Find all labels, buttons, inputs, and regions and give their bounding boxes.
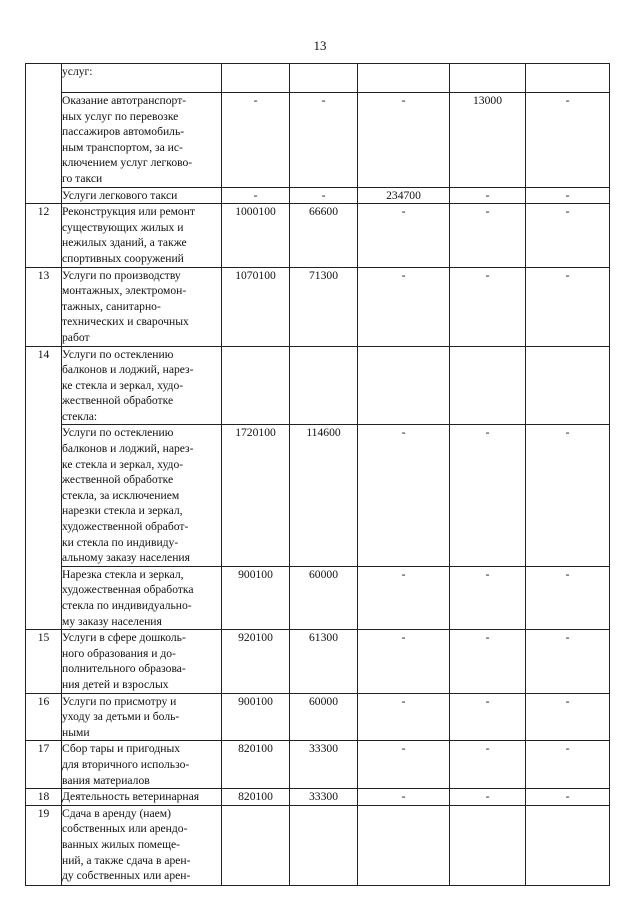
- value-cell-v4: -: [450, 204, 526, 267]
- value-cell-v4: 13000: [450, 93, 526, 188]
- value-cell-v2: -: [290, 93, 358, 188]
- row-number-cell: 18: [26, 789, 62, 806]
- activity-name-cell: Деятельность ветеринарная: [62, 789, 222, 806]
- activity-name-cell: Сбор тары и пригодных для вторичного использо- вания материалов: [62, 741, 222, 789]
- value-cell-v3: -: [358, 566, 450, 629]
- value-cell-v1: [222, 805, 290, 885]
- table-row: [26, 693, 610, 741]
- value-cell-v4: -: [450, 630, 526, 693]
- value-cell-v5: [526, 346, 610, 425]
- table-row: [26, 187, 610, 204]
- activity-name-cell: Услуги в сфере дошколь- ного образования и до- полнительного образова- ния детей и взрослых: [62, 630, 222, 693]
- value-cell-v5: -: [526, 204, 610, 267]
- row-number-cell: 17: [26, 741, 62, 789]
- activity-name-cell: Оказание автотранспорт- ных услуг по перевозке пассажиров автомобиль- ным транспортом, за ис- ключением услуг легково- го такси: [62, 93, 222, 188]
- value-cell-v4: [450, 805, 526, 885]
- table-row: [26, 741, 610, 789]
- value-cell-v3: [358, 64, 450, 93]
- value-cell-v3: -: [358, 204, 450, 267]
- value-cell-v4: -: [450, 693, 526, 741]
- value-cell-v5: -: [526, 630, 610, 693]
- value-cell-v5: -: [526, 93, 610, 188]
- value-cell-v2: 33300: [290, 741, 358, 789]
- page-number: 13: [313, 38, 327, 53]
- value-cell-v5: -: [526, 187, 610, 204]
- value-cell-v3: [358, 346, 450, 425]
- value-cell-v1: [222, 64, 290, 93]
- value-cell-v3: -: [358, 267, 450, 346]
- table-row: [26, 805, 610, 885]
- activity-name-cell: Услуги по присмотру и уходу за детьми и боль- ными: [62, 693, 222, 741]
- value-cell-v5: -: [526, 425, 610, 566]
- table-body: [26, 64, 610, 886]
- value-cell-v4: -: [450, 789, 526, 806]
- value-cell-v3: -: [358, 741, 450, 789]
- value-cell-v1: 1720100: [222, 425, 290, 566]
- value-cell-v2: [290, 805, 358, 885]
- value-cell-v4: [450, 346, 526, 425]
- value-cell-v2: 60000: [290, 566, 358, 629]
- value-cell-v3: -: [358, 425, 450, 566]
- value-cell-v1: -: [222, 187, 290, 204]
- activity-name-cell: Услуги по остеклению балконов и лоджий, нарез- ке стекла и зеркал, худо- жественной обработке стекла:: [62, 346, 222, 425]
- row-number-cell: 12: [26, 204, 62, 267]
- value-cell-v4: -: [450, 267, 526, 346]
- value-cell-v1: 820100: [222, 741, 290, 789]
- table-row: [26, 346, 610, 425]
- value-cell-v1: 920100: [222, 630, 290, 693]
- value-cell-v2: [290, 346, 358, 425]
- row-number-cell: 16: [26, 693, 62, 741]
- value-cell-v2: 33300: [290, 789, 358, 806]
- value-cell-v3: -: [358, 93, 450, 188]
- table-row: [26, 425, 610, 566]
- value-cell-v3: 234700: [358, 187, 450, 204]
- activity-name-cell: услуг:: [62, 64, 222, 93]
- value-cell-v1: 820100: [222, 789, 290, 806]
- value-cell-v4: -: [450, 187, 526, 204]
- value-cell-v5: [526, 64, 610, 93]
- activity-name-cell: Нарезка стекла и зеркал, художественная обработка стекла по индивидуально- му заказу населения: [62, 566, 222, 629]
- value-cell-v4: [450, 64, 526, 93]
- activity-name-cell: Услуги легкового такси: [62, 187, 222, 204]
- value-cell-v5: -: [526, 741, 610, 789]
- table-row: [26, 204, 610, 267]
- value-cell-v2: 66600: [290, 204, 358, 267]
- value-cell-v2: 61300: [290, 630, 358, 693]
- value-cell-v5: -: [526, 566, 610, 629]
- row-number-cell: [26, 64, 62, 204]
- row-number-cell: 19: [26, 805, 62, 885]
- value-cell-v2: 60000: [290, 693, 358, 741]
- value-cell-v3: -: [358, 630, 450, 693]
- table-row: [26, 64, 610, 93]
- value-cell-v5: -: [526, 267, 610, 346]
- table-row: [26, 566, 610, 629]
- value-cell-v3: [358, 805, 450, 885]
- table-row: [26, 789, 610, 806]
- value-cell-v3: -: [358, 789, 450, 806]
- row-number-cell: 13: [26, 267, 62, 346]
- value-cell-v2: [290, 64, 358, 93]
- value-cell-v1: 1000100: [222, 204, 290, 267]
- value-cell-v1: 1070100: [222, 267, 290, 346]
- value-cell-v4: -: [450, 425, 526, 566]
- value-cell-v5: -: [526, 693, 610, 741]
- value-cell-v5: -: [526, 789, 610, 806]
- value-cell-v2: 114600: [290, 425, 358, 566]
- value-cell-v5: [526, 805, 610, 885]
- row-number-cell: 15: [26, 630, 62, 693]
- table-row: [26, 267, 610, 346]
- value-cell-v2: 71300: [290, 267, 358, 346]
- value-cell-v1: 900100: [222, 566, 290, 629]
- activity-name-cell: Реконструкция или ремонт существующих жилых и нежилых зданий, а также спортивных сооружений: [62, 204, 222, 267]
- activity-name-cell: Услуги по остеклению балконов и лоджий, нарез- ке стекла и зеркал, худо- жественной обработке стекла, за исключением нарезки стекла и зеркал, художественной обработ- ки стекла по индивиду- альному заказу населения: [62, 425, 222, 566]
- activity-name-cell: Услуги по производству монтажных, электромон- тажных, санитарно- технических и сварочных работ: [62, 267, 222, 346]
- value-cell-v4: -: [450, 741, 526, 789]
- activity-name-cell: Сдача в аренду (наем) собственных или арендо- ванных жилых помеще- ний, а также сдача в арен- ду собственных или арен-: [62, 805, 222, 885]
- row-number-cell: 14: [26, 346, 62, 630]
- value-cell-v2: -: [290, 187, 358, 204]
- table-row: [26, 630, 610, 693]
- value-cell-v4: -: [450, 566, 526, 629]
- value-cell-v1: [222, 346, 290, 425]
- tax-rates-table: [25, 63, 610, 886]
- value-cell-v1: -: [222, 93, 290, 188]
- value-cell-v1: 900100: [222, 693, 290, 741]
- value-cell-v3: -: [358, 693, 450, 741]
- table-row: [26, 93, 610, 188]
